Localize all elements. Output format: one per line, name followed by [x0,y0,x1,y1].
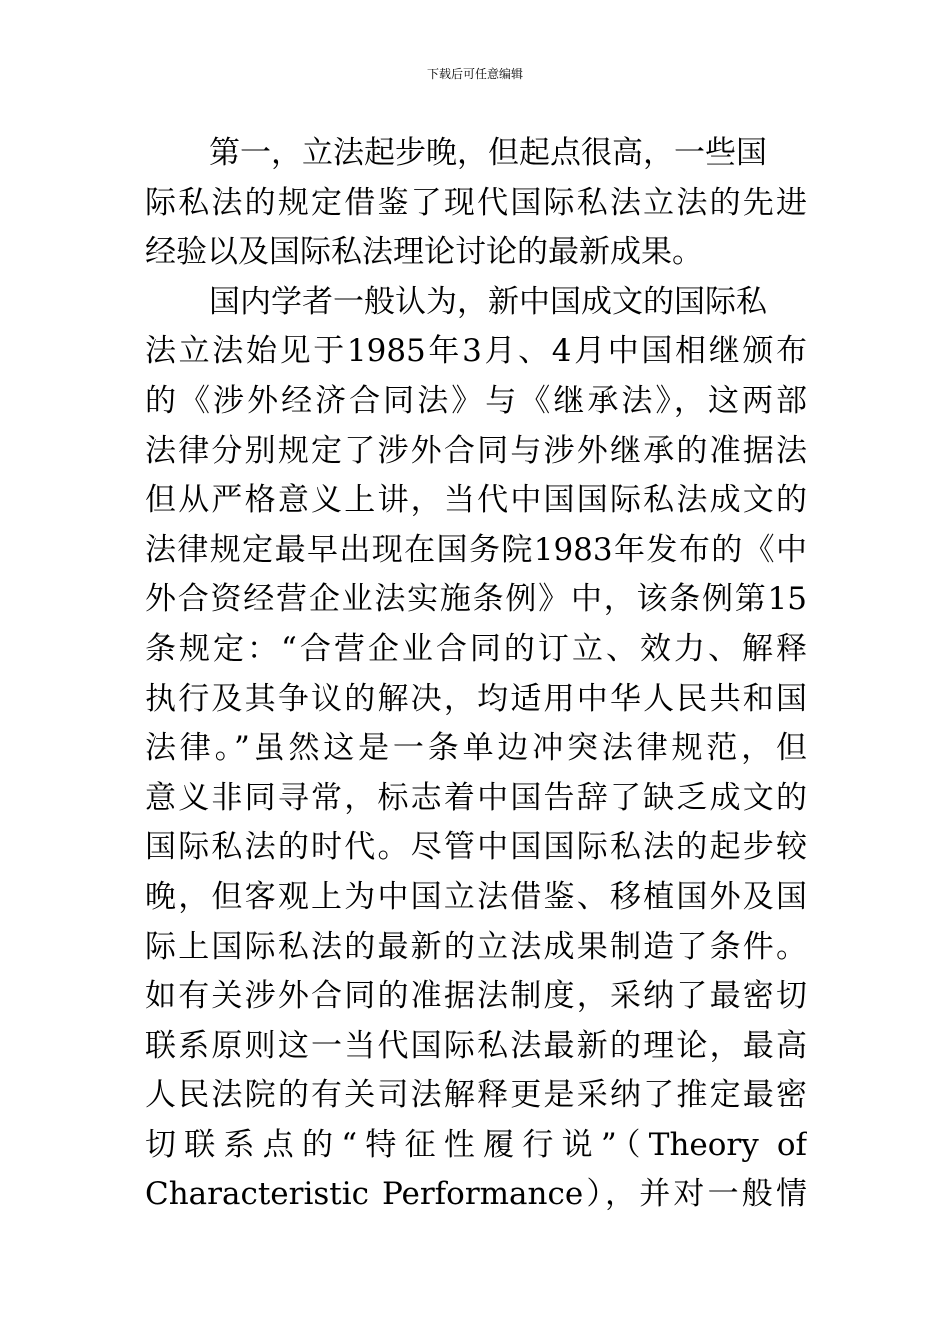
text-line: 法律规定最早出现在国务院1983年发布的《中 [145,531,807,568]
text-line: 法律。”虽然这是一条单边冲突法律规范，但 [145,730,807,767]
text-line: 切联系点的“特征性履行说”（Theory of [145,1126,807,1163]
document-body [145,129,807,1220]
text-line: 国际私法的时代。尽管中国国际私法的起步较 [145,829,807,866]
text-line: 第一，立法起步晚，但起点很高，一些国 [209,135,767,171]
text-line: 人民法院的有关司法解释更是采纳了推定最密 [145,1077,807,1114]
text-line: 条规定：“合营企业合同的订立、效力、解释 [145,630,807,667]
text-line: 意义非同寻常，标志着中国告辞了缺乏成文的 [145,779,807,816]
text-line: 晚，但客观上为中国立法借鉴、移植国外及国 [145,878,807,915]
page-header: 下载后可任意编辑 [426,67,523,81]
text-line: 但从严格意义上讲，当代中国国际私法成文的 [145,482,807,519]
text-line: 的《涉外经济合同法》与《继承法》，这两部 [145,382,807,419]
text-line: 际上国际私法的最新的立法成果制造了条件。 [145,928,807,965]
text-line: 外合资经营企业法实施条例》中，该条例第15 [145,581,807,618]
text-line: 国内学者一般认为，新中国成文的国际私 [209,283,767,320]
text-line: 法律分别规定了涉外合同与涉外继承的准据法 [145,432,807,469]
text-line: 法立法始见于1985年3月、4月中国相继颁布 [145,333,807,370]
text-line: 执行及其争议的解决，均适用中华人民共和国 [145,680,807,717]
paragraph-2 [145,278,807,1220]
text-line: 联系原则这一当代国际私法最新的理论，最高 [145,1027,807,1064]
text-line: 如有关涉外合同的准据法制度，采纳了最密切 [145,978,807,1015]
text-line: 经验以及国际私法理论讨论的最新成果。 [145,234,703,271]
text-line: Characteristic Performance），并对一般情 [145,1176,807,1213]
paragraph-1 [145,129,807,278]
text-line: 际私法的规定借鉴了现代国际私法立法的先进 [145,184,807,221]
